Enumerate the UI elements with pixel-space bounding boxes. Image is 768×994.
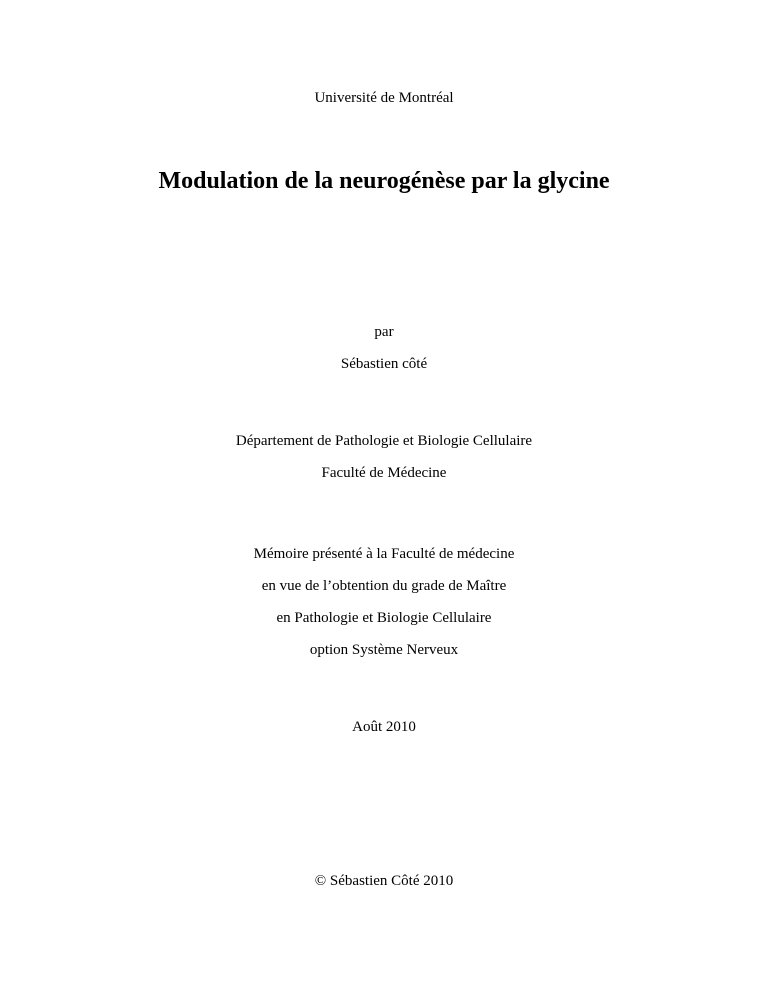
university-name: Université de Montréal [314, 90, 454, 106]
by-label: par [374, 324, 394, 340]
thesis-line-4: option Système Nerveux [309, 642, 459, 658]
faculty-name: Faculté de Médecine [321, 465, 447, 481]
thesis-line-1: Mémoire présenté à la Faculté de médecine [253, 546, 515, 562]
copyright-notice: © Sébastien Côté 2010 [314, 873, 454, 889]
author-name: Sébastien côté [340, 356, 428, 372]
submission-date: Août 2010 [352, 719, 416, 735]
thesis-line-2: en vue de l’obtention du grade de Maître [261, 578, 507, 594]
department-name: Département de Pathologie et Biologie Cellulaire [235, 433, 533, 449]
thesis-line-3: en Pathologie et Biologie Cellulaire [276, 610, 492, 626]
document-title: Modulation de la neurogénèse par la glycine [158, 168, 610, 194]
